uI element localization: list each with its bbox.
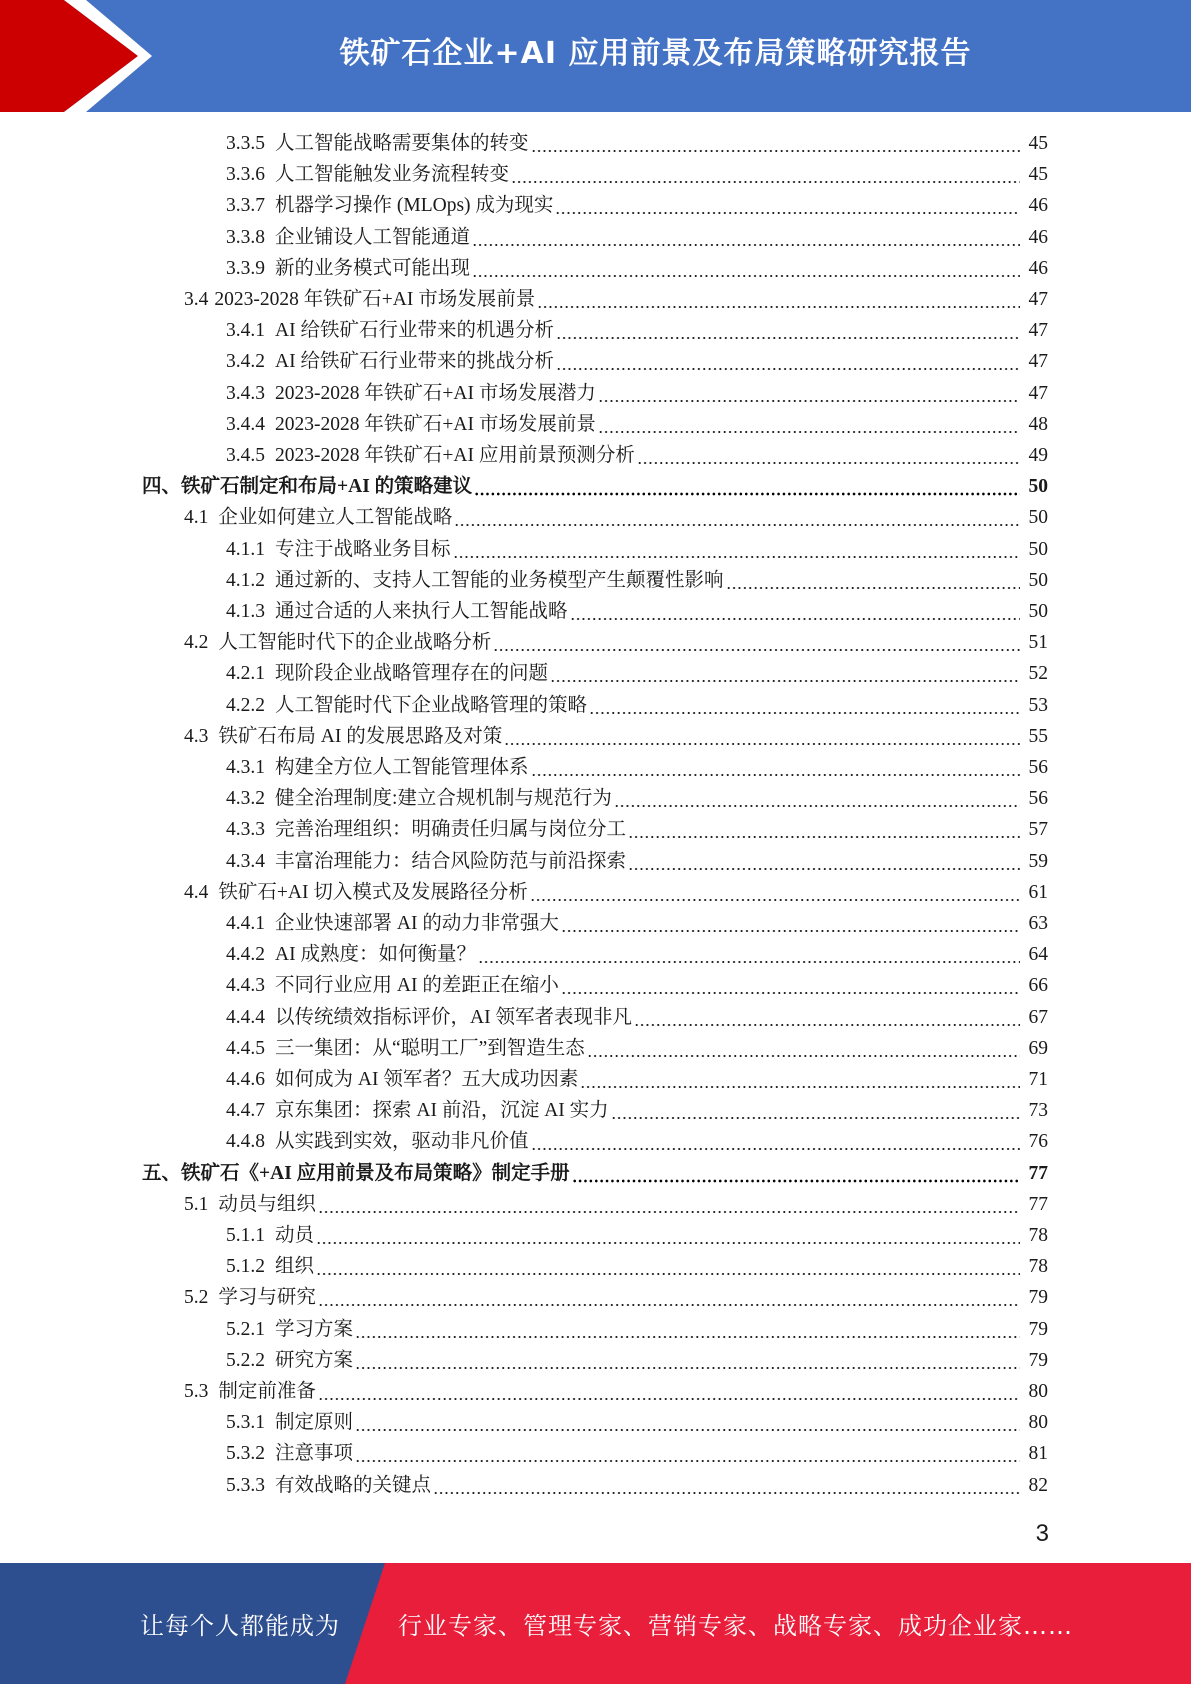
toc-entry-title: 学习与研究	[218, 1287, 316, 1309]
toc-entry[interactable]	[226, 1314, 1048, 1345]
toc-leader-dots	[598, 378, 1020, 409]
toc-entry-page: 76	[1028, 1131, 1048, 1153]
toc-entry[interactable]	[184, 627, 1048, 658]
toc-entry-title: 制定原则	[275, 1412, 354, 1434]
toc-entry-title: 组织	[275, 1256, 315, 1278]
toc-entry-page: 55	[1028, 725, 1048, 747]
toc-entry-title: 2023-2028 年铁矿石+AI 市场发展潜力	[275, 382, 596, 404]
toc-entry-number: 5.3.2	[226, 1443, 265, 1465]
toc-entry-title: 铁矿石+AI 切入模式及发展路径分析	[218, 881, 528, 903]
toc-entry-title: 铁矿石布局 AI 的发展思路及对策	[218, 725, 503, 747]
toc-leader-dots	[570, 596, 1020, 627]
toc-entry[interactable]	[226, 565, 1048, 596]
toc-leader-dots	[531, 1126, 1020, 1157]
toc-entry-number: 5.3.3	[226, 1474, 265, 1496]
toc-leader-dots	[561, 970, 1020, 1001]
toc-leader-dots	[550, 658, 1020, 689]
toc-entry-number: 3.3.6	[226, 164, 265, 186]
toc-entry-title: 人工智能战略需要集体的转变	[275, 133, 529, 154]
toc-leader-dots	[493, 627, 1020, 658]
toc-entry-page: 45	[1028, 164, 1048, 186]
footer-slogan-right: 行业专家、管理专家、营销专家、战略专家、成功企业家……	[398, 1612, 1073, 1640]
toc-entry-title: 注意事项	[275, 1443, 354, 1465]
toc-entry[interactable]	[226, 596, 1048, 627]
toc-entry-number: 4.4.6	[226, 1069, 265, 1090]
toc-entry-number: 4.1.1	[226, 538, 265, 560]
toc-entry-title: 通过新的、支持人工智能的业务模型产生颠覆性影响	[275, 569, 724, 591]
toc-entry-number: 4.4.7	[226, 1100, 265, 1122]
toc-entry[interactable]	[226, 409, 1048, 440]
toc-entry-number: 5.3	[184, 1381, 209, 1402]
toc-entry-title: 人工智能时代下企业战略管理的策略	[275, 694, 588, 716]
toc-entry-number: 5.2.2	[226, 1349, 265, 1371]
toc-entry-number: 4.4.3	[226, 975, 265, 997]
toc-entry-page: 47	[1028, 382, 1048, 404]
toc-entry-page: 79	[1028, 1318, 1048, 1340]
toc-entry-title: 三一集团：从“聪明工厂”到智造生态	[275, 1037, 585, 1059]
toc-leader-dots	[318, 1376, 1020, 1407]
toc-leader-dots	[572, 1158, 1020, 1189]
toc-entry-number: 3.4.1	[226, 320, 265, 342]
toc-entry[interactable]	[226, 440, 1048, 471]
toc-entry-title: 有效战略的关键点	[275, 1474, 432, 1496]
toc-entry-title: 研究方案	[275, 1349, 354, 1371]
toc-entry[interactable]	[226, 939, 1048, 970]
toc-entry[interactable]	[184, 877, 1048, 908]
toc-entry-title: 通过合适的人来执行人工智能战略	[275, 601, 568, 622]
toc-leader-dots	[531, 752, 1020, 783]
toc-leader-dots	[637, 440, 1020, 471]
toc-entry[interactable]	[226, 1345, 1048, 1376]
toc-entry-number: 4.3.1	[226, 757, 265, 778]
toc-leader-dots	[614, 783, 1020, 814]
toc-leader-dots	[355, 1314, 1020, 1345]
toc-entry[interactable]	[226, 846, 1048, 877]
toc-entry-page: 77	[1028, 1193, 1048, 1215]
toc-entry-page: 82	[1028, 1474, 1048, 1496]
toc-entry-page: 79	[1028, 1287, 1048, 1309]
toc-entry-title: 不同行业应用 AI 的差距正在缩小	[275, 975, 559, 997]
toc-entry-page: 47	[1028, 320, 1048, 342]
toc-leader-dots	[474, 471, 1020, 502]
toc-entry-title: 人工智能时代下的企业战略分析	[218, 632, 492, 654]
toc-entry-page: 61	[1028, 881, 1048, 903]
toc-entry-title: 以传统绩效指标评价，AI 领军者表现非凡	[275, 1006, 632, 1028]
toc-leader-dots	[316, 1220, 1020, 1251]
toc-entry[interactable]	[226, 159, 1048, 190]
toc-leader-dots	[598, 409, 1020, 440]
toc-entry[interactable]	[226, 128, 1048, 159]
toc-entry-page: 50	[1028, 569, 1048, 591]
toc-entry-title: 动员	[275, 1225, 315, 1246]
toc-entry-number: 5.3.1	[226, 1412, 265, 1434]
toc-entry-page: 45	[1028, 133, 1048, 154]
toc-entry-number: 五、	[142, 1162, 182, 1184]
toc-entry-page: 73	[1028, 1100, 1048, 1122]
toc-entry-page: 52	[1028, 663, 1048, 685]
toc-entry-page: 66	[1028, 975, 1048, 997]
toc-entry-page: 63	[1028, 913, 1048, 934]
toc-entry-number: 4.4.8	[226, 1131, 265, 1153]
toc-entry-page: 46	[1028, 257, 1048, 279]
toc-entry[interactable]	[226, 346, 1048, 377]
toc-leader-dots	[472, 222, 1020, 253]
toc-entry-page: 77	[1028, 1162, 1048, 1184]
toc-leader-dots	[726, 565, 1020, 596]
toc-entry-page: 53	[1028, 694, 1048, 716]
toc-entry[interactable]	[226, 1251, 1048, 1282]
toc-leader-dots	[472, 253, 1020, 284]
toc-entry[interactable]	[226, 814, 1048, 845]
toc-entry-page: 47	[1028, 351, 1048, 373]
toc-leader-dots	[504, 721, 1020, 752]
toc-entry[interactable]	[226, 253, 1048, 284]
toc-entry-page: 56	[1028, 757, 1048, 778]
toc-entry-title: AI 给铁矿石行业带来的机遇分析	[275, 320, 554, 342]
toc-entry[interactable]	[226, 690, 1048, 721]
header-banner	[0, 0, 1191, 112]
toc-entry-page: 56	[1028, 788, 1048, 810]
toc-entry-page: 71	[1028, 1069, 1048, 1090]
toc-entry-number: 3.3.8	[226, 226, 265, 248]
toc-leader-dots	[355, 1345, 1020, 1376]
toc-entry-page: 79	[1028, 1349, 1048, 1371]
toc-entry-number: 4.1.3	[226, 601, 265, 622]
toc-entry-number: 5.1.1	[226, 1225, 265, 1246]
toc-entry[interactable]	[226, 1126, 1048, 1157]
toc-entry-title: 健全治理制度:建立合规机制与规范行为	[275, 788, 612, 810]
toc-entry-number: 4.4.2	[226, 944, 265, 966]
toc-entry-number: 3.3.5	[226, 133, 265, 154]
toc-entry-title: 专注于战略业务目标	[275, 538, 451, 560]
toc-entry-page: 50	[1028, 507, 1048, 529]
toc-entry[interactable]	[184, 1376, 1048, 1407]
toc-entry-number: 4.2.2	[226, 694, 265, 716]
toc-entry-title: 现阶段企业战略管理存在的问题	[275, 663, 549, 685]
footer-slogan-left: 让每个人都能成为	[140, 1612, 340, 1640]
toc-entry[interactable]	[226, 315, 1048, 346]
toc-leader-dots	[580, 1064, 1020, 1095]
toc-entry-number: 3.4.3	[226, 382, 265, 404]
toc-entry-title: 新的业务模式可能出现	[275, 257, 471, 279]
toc-entry-title: 京东集团：探索 AI 前沿，沉淀 AI 实力	[275, 1100, 609, 1122]
toc-entry-page: 67	[1028, 1006, 1048, 1028]
toc-entry-page: 50	[1028, 476, 1048, 498]
header-chevron-decoration	[0, 0, 160, 112]
toc-entry-page: 64	[1028, 944, 1048, 966]
toc-entry-title: 构建全方位人工智能管理体系	[275, 757, 529, 778]
toc-entry[interactable]	[184, 502, 1048, 533]
toc-entry-number: 四、	[142, 476, 182, 498]
toc-entry[interactable]	[226, 1220, 1048, 1251]
toc-leader-dots	[556, 315, 1020, 346]
toc-entry[interactable]	[226, 222, 1048, 253]
toc-entry-page: 59	[1028, 850, 1048, 872]
toc-entry[interactable]	[184, 284, 1048, 315]
toc-entry[interactable]	[142, 471, 1048, 502]
toc-entry[interactable]	[226, 1470, 1048, 1501]
toc-leader-dots	[531, 128, 1020, 159]
toc-entry-title: 人工智能触发业务流程转变	[275, 164, 510, 186]
toc-leader-dots	[628, 814, 1020, 845]
toc-leader-dots	[556, 346, 1020, 377]
footer-banner	[0, 1563, 1191, 1684]
toc-entry-number: 4.3.3	[226, 819, 265, 841]
toc-entry-page: 50	[1028, 601, 1048, 622]
toc-entry-page: 50	[1028, 538, 1048, 560]
toc-entry-number: 4.3.2	[226, 788, 265, 810]
toc-entry[interactable]	[226, 378, 1048, 409]
toc-entry[interactable]	[226, 658, 1048, 689]
toc-leader-dots	[318, 1189, 1020, 1220]
toc-entry-number: 4.2	[184, 632, 209, 654]
toc-leader-dots	[589, 690, 1020, 721]
toc-entry[interactable]	[226, 1033, 1048, 1064]
toc-entry-number: 5.1	[184, 1193, 209, 1215]
toc-entry-title: 铁矿石制定和布局+AI 的策略建议	[181, 476, 473, 498]
toc-entry-title: 2023-2028 年铁矿石+AI 应用前景预测分析	[275, 445, 635, 466]
toc-entry-number: 5.2.1	[226, 1318, 265, 1340]
toc-leader-dots	[453, 534, 1020, 565]
toc-entry[interactable]	[226, 1438, 1048, 1469]
toc-entry-page: 46	[1028, 195, 1048, 217]
toc-entry-number: 4.4	[184, 881, 209, 903]
toc-entry-page: 81	[1028, 1443, 1048, 1465]
toc-entry[interactable]	[184, 1189, 1048, 1220]
toc-entry[interactable]	[226, 1407, 1048, 1438]
toc-leader-dots	[478, 939, 1020, 970]
toc-entry-title: 企业铺设人工智能通道	[275, 226, 471, 248]
toc-entry-page: 80	[1028, 1381, 1048, 1402]
toc-entry-title: 机器学习操作 (MLOps) 成为现实	[275, 195, 554, 217]
toc-entry-number: 4.1	[184, 507, 209, 529]
toc-entry-number: 5.2	[184, 1287, 209, 1309]
toc-entry[interactable]	[184, 1282, 1048, 1313]
toc-entry-title: 制定前准备	[218, 1381, 316, 1402]
toc-entry-title: 铁矿石《+AI 应用前景及布局策略》制定手册	[181, 1162, 570, 1184]
toc-entry[interactable]	[226, 908, 1048, 939]
toc-entry-title: 动员与组织	[218, 1193, 316, 1215]
toc-entry-page: 78	[1028, 1256, 1048, 1278]
toc-entry-number: 4.4.5	[226, 1037, 265, 1059]
toc-entry-number: 3.3.7	[226, 195, 265, 217]
toc-entry[interactable]	[142, 1158, 1048, 1189]
toc-entry-page: 69	[1028, 1037, 1048, 1059]
toc-entry[interactable]	[226, 1002, 1048, 1033]
toc-entry-title: 2023-2028 年铁矿石+AI 市场发展前景	[275, 413, 596, 435]
toc-leader-dots	[433, 1470, 1020, 1501]
toc-entry-title: 从实践到实效，驱动非凡价值	[275, 1131, 529, 1153]
toc-leader-dots	[611, 1095, 1020, 1126]
toc-entry[interactable]	[226, 534, 1048, 565]
toc-entry-page: 78	[1028, 1225, 1048, 1246]
toc-entry-number: 5.1.2	[226, 1256, 265, 1278]
toc-leader-dots	[537, 284, 1020, 315]
toc-entry[interactable]	[226, 1064, 1048, 1095]
toc-entry-number: 4.1.2	[226, 569, 265, 591]
toc-entry-number: 4.3	[184, 725, 209, 747]
toc-entry-number: 3.4	[184, 289, 209, 310]
toc-entry-number: 4.4.4	[226, 1006, 265, 1028]
toc-entry-number: 3.4.4	[226, 413, 265, 435]
toc-entry-title: 学习方案	[275, 1318, 354, 1340]
toc-entry-page: 46	[1028, 226, 1048, 248]
toc-entry-page: 49	[1028, 445, 1048, 466]
toc-entry[interactable]	[226, 1095, 1048, 1126]
toc-leader-dots	[355, 1407, 1020, 1438]
toc-entry-title: 2023-2028 年铁矿石+AI 市场发展前景	[214, 289, 536, 310]
toc-entry-page: 51	[1028, 632, 1048, 654]
toc-leader-dots	[561, 908, 1020, 939]
toc-entry[interactable]	[226, 783, 1048, 814]
page-number: 3	[1035, 1520, 1049, 1547]
toc-entry-number: 4.3.4	[226, 850, 265, 872]
toc-entry[interactable]	[226, 752, 1048, 783]
toc-entry-title: 如何成为 AI 领军者？五大成功因素	[275, 1069, 579, 1090]
toc-leader-dots	[634, 1002, 1020, 1033]
toc-leader-dots	[355, 1438, 1020, 1469]
toc-entry-title: 完善治理组织：明确责任归属与岗位分工	[275, 819, 627, 841]
toc-entry-number: 3.4.5	[226, 445, 265, 466]
toc-entry-title: AI 成熟度：如何衡量？	[275, 944, 476, 966]
toc-entry-page: 57	[1028, 819, 1048, 841]
toc-entry-title: AI 给铁矿石行业带来的挑战分析	[275, 351, 554, 373]
toc-entry-page: 48	[1028, 413, 1048, 435]
toc-leader-dots	[530, 877, 1020, 908]
toc-entry-number: 4.4.1	[226, 913, 265, 934]
toc-leader-dots	[628, 846, 1020, 877]
toc-leader-dots	[587, 1033, 1020, 1064]
toc-entry-number: 4.2.1	[226, 663, 265, 685]
toc-entry[interactable]	[184, 721, 1048, 752]
document-title: 铁矿石企业+AI 应用前景及布局策略研究报告	[339, 36, 972, 71]
toc-leader-dots	[316, 1251, 1020, 1282]
toc-entry-title: 企业快速部署 AI 的动力非常强大	[275, 913, 559, 934]
toc-leader-dots	[511, 159, 1020, 190]
toc-entry[interactable]	[226, 970, 1048, 1001]
toc-leader-dots	[555, 190, 1020, 221]
toc-entry-title: 企业如何建立人工智能战略	[218, 507, 453, 529]
toc-entry-page: 47	[1028, 289, 1048, 310]
toc-entry-number: 3.3.9	[226, 257, 265, 279]
toc-entry[interactable]	[226, 190, 1048, 221]
toc-leader-dots	[318, 1282, 1020, 1313]
toc-leader-dots	[454, 502, 1020, 533]
toc-entry-title: 丰富治理能力：结合风险防范与前沿探索	[275, 850, 627, 872]
toc-entry-page: 80	[1028, 1412, 1048, 1434]
toc-entry-number: 3.4.2	[226, 351, 265, 373]
